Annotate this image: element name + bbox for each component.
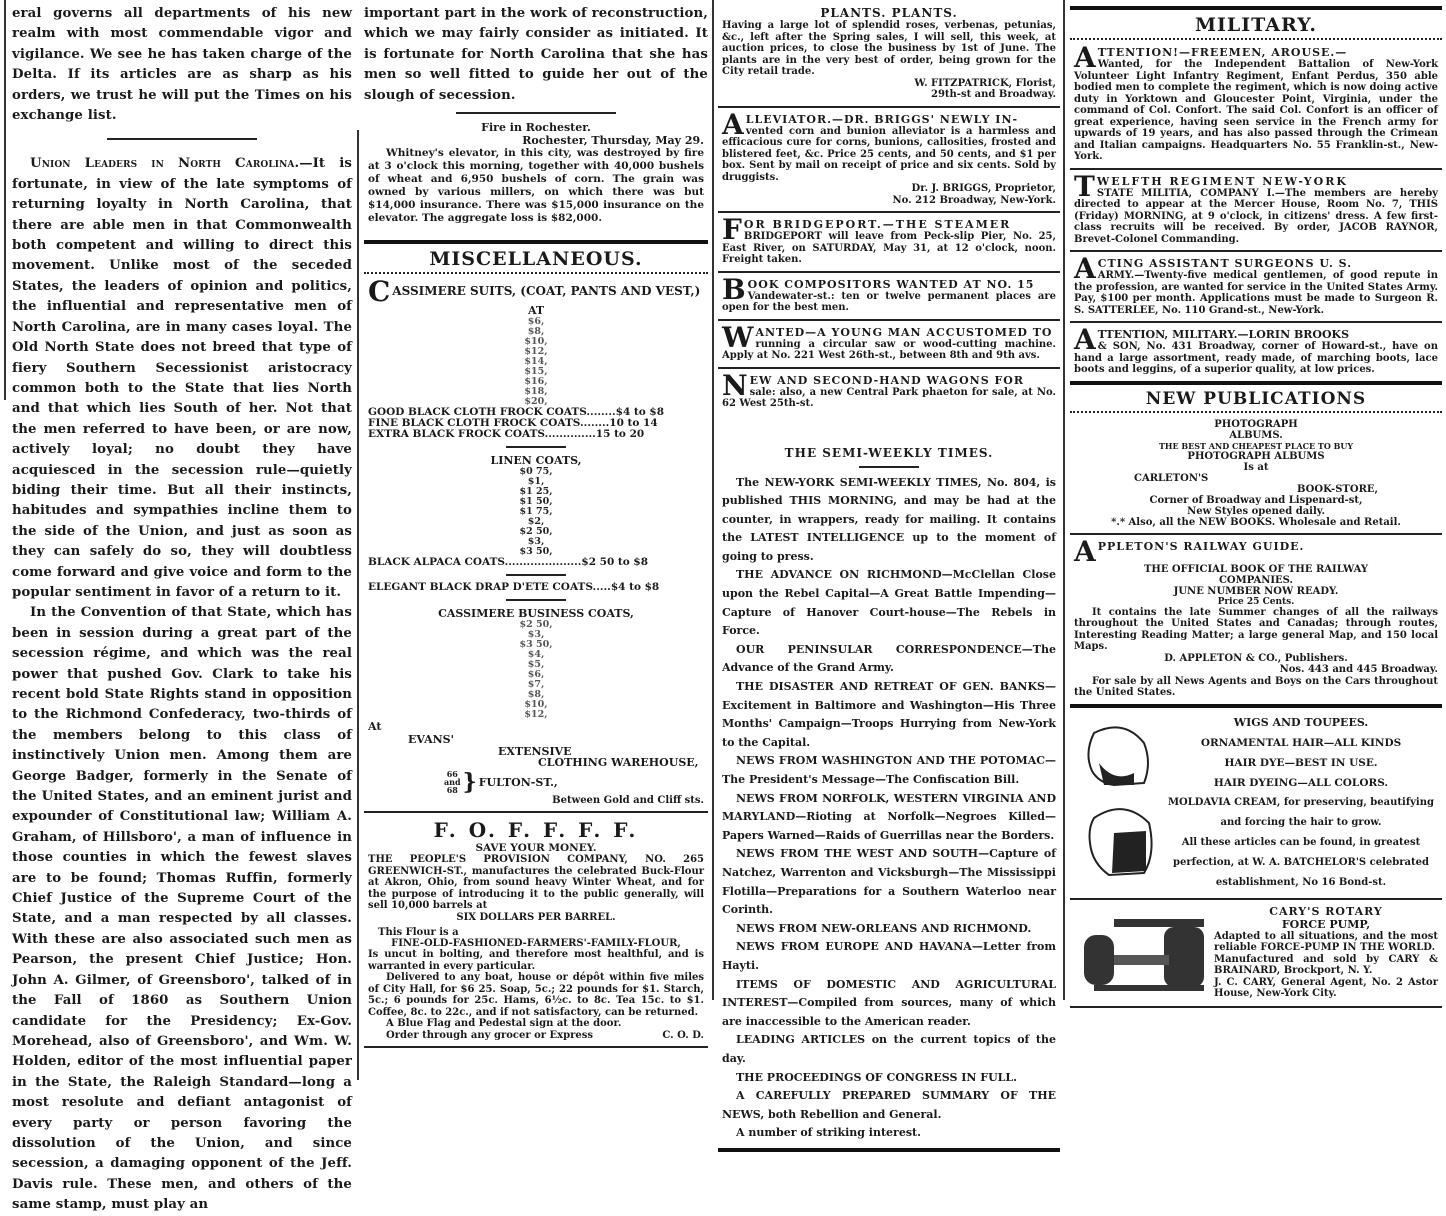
business-heading: CASSIMERE BUSINESS COATS, (438, 607, 634, 621)
separator (364, 240, 708, 244)
bridgeport-ad: F OR BRIDGEPORT.—THE STEAMER BRIDGEPORT will leave from Peck-slip Pier, No. 25, East River, on SATURDAY, May 31, at 12 o'clock, noon. Freight taken. (722, 217, 1056, 265)
column-1 (12, 0, 352, 1216)
article-paragraph: In the Convention of that State, which has been in session during a great part of the secession régime, and which was the real power that pushed Gov. Clark to take his recent bold State Rights stand in opposition to the Richmond Confederacy, two-thirds of the members belong to this class of instinctively Union men. Among them are George Badger, formerly in the Senate of the United States, and an eminent jurist and expounder of Constitutional law; William A. Graham, of Hillsboro', a man of influence in those counties in which the fewest slaves are to be found; Thomas Ruffin, formerly Chief Justice of the Supreme Court of the State, and a man respected by all classes. With these are also associated such men as Pearson, the present Chief Justice; Hon. John A. Gilmer, of Greensboro', talked of in the Fall of 1860 as Southern Union candidate for the Presidency; Ex-Gov. Morehead, also of Greensboro', and Wm. W. Holden, editor of the most influential paper in the State, the Raleigh Standard—long a most resolute and defiant antagonist of every party or person favoring the dissolution of the Union, and since secession, a damaging opponent of the Jeff. Davis rule. These men, and others of the same stamp, must play an (12, 605, 352, 1213)
fire-dateline: Rochester, Thursday, May 29. (522, 134, 704, 148)
linen-prices: $0 75, $1, $1 25, $1 50, $1 75, $2, $2 50, $3, $3 50, (519, 466, 553, 558)
at-label: At (368, 720, 382, 734)
separator (364, 811, 708, 813)
frock-line: GOOD BLACK CLOTH FROCK COATS........$4 to $8 (368, 406, 665, 419)
flour-body: Is uncut in bolting, and therefore most healthful, and is warranted in every particular. (368, 949, 704, 972)
separator (456, 112, 616, 114)
pump-machine-icon (1074, 905, 1214, 1001)
article-union-leaders (12, 154, 352, 603)
carleton-ad: PHOTOGRAPH ALBUMS. THE BEST AND CHEAPEST PLACE TO BUY PHOTOGRAPH ALBUMS Is at CARLETON'S BOOK-STORE, Corner of Broadway and Lispenard-st, New Styles opened daily. *.* Also, all the NEW BOOKS. Wholesale and Retail. (1111, 418, 1401, 528)
semiweekly-title: THE SEMI-WEEKLY TIMES. (784, 445, 994, 460)
alpaca-line: BLACK ALPACA COATS.....................$2 50 to $8 (368, 556, 649, 569)
force-pump-ad: CARY'S ROTARY FORCE PUMP, Adapted to all situations, and the most reliable FORCE-PUMP IN THE WORLD. Manufactured and sold by CARY & BRAINARD, Brockport, N. Y. J. C. CARY, General Agent, No. 2 Astor House, New-York City. (1070, 904, 1442, 1002)
column-3 (718, 0, 1060, 1156)
at-label: AT (527, 304, 545, 318)
ad-headline: ASSIMERE SUITS, (COAT, PANTS AND VEST,) (392, 284, 701, 299)
separator (1070, 381, 1442, 385)
separator (1070, 168, 1442, 170)
separator (364, 272, 708, 277)
separator (718, 319, 1060, 321)
separator (107, 138, 257, 140)
fire-body: Whitney's elevator, in this city, was destroyed by fire at 3 o'clock this morning, together with 40,000 bushels of wheat and 6,950 bushels of corn. The grain was owned by various millers, on which there was but $14,000 insurance. There was $15,000 insurance on the elevator. The aggregate loss is $82,000. (368, 147, 704, 225)
separator (718, 106, 1060, 108)
flour-body: Order through any grocer or Express C. O. D. (386, 1029, 704, 1041)
semi-weekly-times: THE SEMI-WEEKLY TIMES. The NEW-YORK SEMI-WEEKLY TIMES, No. 804, is published THIS MORNING, and may be had at the counter, in wrappers, ready for mailing. It contains the LATEST INTELLIGENCE up to the moment of going to press. THE ADVANCE ON RICHMOND—McClellan Close upon the Rebel Capital—A Great Battle Impending—Capture of Hanover Court-house—The Rebels in Force. OUR PENINSULAR CORRESPONDENCE—The Advance of the Grand Army. THE DISASTER AND RETREAT OF GEN. BANKS—Excitement in Baltimore and Washington—His Three Months' Campaign—Troops Hurrying from New-York to the Capital. NEWS FROM WASHINGTON AND THE POTOMAC—The President's Message—The Confiscation Bill. NEWS FROM NORFOLK, WESTERN VIRGINIA AND MARYLAND—Rioting at Norfolk—Negroes Killed—Papers Warned—Raids of Guerrillas near the Borders. NEWS FROM THE WEST AND SOUTH—Capture of Natchez, Warrenton and Vicksburgh—The Mississippi Flotilla—Preparations for a Southern Waterloo near Corinth. NEWS FROM NEW-ORLEANS AND RICHMOND. NEWS FROM EUROPE AND HAVANA—Letter from Hayti. ITEMS OF DOMESTIC AND AGRICULTURAL INTEREST—Compiled from sources, many of which are inaccessible to the American reader. LEADING ARTICLES on the current topics of the day. THE PROCEEDINGS OF CONGRESS IN FULL. A CAREFULLY PREPARED SUMMARY OF THE NEWS, both Rebellion and General. A number of striking interest. (722, 445, 1056, 1140)
wig-heads-icon (1074, 713, 1164, 883)
wagons-ad: N EW AND SECOND-HAND WAGONS FOR sale: also, a new Central Park phaeton for sale, at No. 62 West 25th-st. (722, 372, 1056, 409)
separator (718, 271, 1060, 273)
flour-this: This Flour is a (378, 926, 459, 938)
separator (1070, 533, 1442, 535)
column-rule (357, 130, 359, 1080)
separator (364, 1046, 708, 1048)
drap-line: ELEGANT BLACK DRAP D'ETE COATS.....$4 to $8 (368, 581, 660, 594)
attention-military-ad: A TTENTION, MILITARY.—LORIN BROOKS & SON, No. 431 Broadway, corner of Howard-st., have on hand a large assortment, ready made, of marching boots, lace boots and leggins, of a superior quality, at low prices. (1074, 327, 1438, 375)
head-profile-illustration (1074, 713, 1164, 883)
separator (1070, 704, 1442, 708)
linen-heading: LINEN COATS, (490, 454, 582, 468)
flour-ad (364, 817, 708, 1042)
flour-fine: FINE-OLD-FASHIONED-FARMERS'-FAMILY-FLOUR, (391, 938, 681, 950)
separator (506, 574, 566, 576)
wigs-ad: WIGS AND TOUPEES. ORNAMENTAL HAIR—ALL KINDS HAIR DYE—BEST IN USE. HAIR DYEING—ALL COLORS. MOLDAVIA CREAM, for preserving, beautifying and forcing the hair to grow. All these articles can be found, in greatest perfection, at W. A. BATCHELOR'S celebrated establishment, No 16 Bond-st. (1070, 712, 1442, 894)
surgeons-ad: A CTING ASSISTANT SURGEONS U. S. ARMY.—Twenty-five medical gentlemen, of good repute in the profession, are wanted for service in the United States Army. Pay, $100 per month. Applications must be made to Surgeon R. S. SATTERLEE, No. 110 Grand-st., New-York. (1074, 256, 1438, 316)
separator (859, 466, 919, 468)
wanted-ad: W ANTED—A YOUNG MAN ACCUSTOMED TO running a circular saw or wood-cutting machine. Apply at No. 221 West 26th-st., between 8th and 9th avs. (722, 324, 1056, 361)
separator (1070, 250, 1442, 252)
twelfth-regiment-ad: T WELFTH REGIMENT NEW-YORK STATE MILITIA, COMPANY I.—The members are hereby directed to appear at the Mercer House, Room No. 7, THIS (Friday) MORNING, at 9 o'clock, in citizens' dress. A few first-class recruits will be received. By order, JACOB RAYNOR, Brevet-Colonel Commanding. (1074, 173, 1438, 245)
store-name: EVANS' (408, 733, 454, 747)
column-rule (4, 0, 6, 400)
separator (1070, 1006, 1442, 1008)
column-4 (1070, 0, 1442, 1012)
plants-ad (718, 0, 1060, 102)
new-publications-header: NEW PUBLICATIONS (1145, 388, 1367, 409)
attention-freemen-ad: A TTENTION!—FREEMEN, AROUSE.— Wanted, for the Independent Battalion of New-York Volunteer Light Infantry Regiment, Enfant Perdus, 350 able bodied men to complete the regiment, which is now doing active duty in Yorktown and Gloucester Point, Virginia, under the command of Col. Confort. The said Col. Confort is an officer of great experience, having seen service in the French army for upwards of 19 years, and has also passed through the Crimean and Italian campaigns. Headquarters No. 55 Franklin-st., New-York. (1074, 45, 1438, 162)
military-header: MILITARY. (1195, 14, 1317, 36)
continuation-text: important part in the work of reconstruction, which we may fairly consider as initiated. It is fortunate for North Carolina that she has men so well fitted to guide her out of the slough of secession. (364, 6, 708, 103)
frock-line: EXTRA BLACK FROCK COATS..............15 to 20 (368, 428, 645, 441)
flour-body: THE PEOPLE'S PROVISION COMPANY, NO. 265 GREENWICH-ST., manufactures the celebrated Buck-Flour at Akron, Ohio, from sound heavy Winter Wheat, and for the purpose of introducing it to the public generally, will sell 10,000 barrels at (368, 854, 704, 912)
store-between: Between Gold and Cliff sts. (552, 795, 704, 807)
evans-clothing-ad (364, 279, 708, 807)
plants-body: Having a large lot of splendid roses, verbenas, petunias, &c., left after the Spring sales, I will sell, this week, at auction prices, to close the business by 1st of June. The plants are in the very best of order, being grown for the City retail trade. (722, 20, 1056, 77)
compositors-ad: B OOK COMPOSITORS WANTED AT NO. 15 Vandewater-st.: ten or twelve permanent places are open for the best men. (722, 276, 1056, 313)
appleton-ad: A PPLETON'S RAILWAY GUIDE. THE OFFICIAL BOOK OF THE RAILWAY COMPANIES. JUNE NUMBER NOW READY. Price 25 Cents. It contains the late Summer changes of all the railways throughout the United States and Canadas; through routes, Interesting Reading Matter; a large general Map, and 150 local Maps. D. APPLETON & CO., Publishers. Nos. 443 and 445 Broadway. For sale by all News Agents and Boys on the Cars throughout the United States. (1074, 538, 1438, 698)
brace-icon: } (462, 769, 477, 796)
separator (1070, 411, 1442, 416)
separator (1070, 38, 1442, 43)
store-extensive: EXTENSIVE (498, 745, 572, 759)
plants-signature: W. FITZPATRICK, Florist, (914, 77, 1056, 89)
article-heading: Union Leaders in North Carolina. (30, 156, 300, 172)
fire-in-rochester (364, 120, 708, 226)
column-rule (1063, 0, 1065, 1000)
separator (1070, 6, 1442, 10)
fire-title: Fire in Rochester. (481, 121, 591, 135)
misc-header: MISCELLANEOUS. (429, 248, 643, 271)
store-warehouse: CLOTHING WAREHOUSE, (538, 756, 699, 770)
article-paragraph: —It is fortunate, in view of the late symptoms of returning loyalty in North Carolina, that there are able men in that Commonwealth both competent and willing to direct this movement. Unlike most of the seceded States, the leaders of opinion and politics, the influential and representative men of North Carolina, are in many cases loyal. The Old North State does not breed that type of fiery Southern Secessionist aristocracy common both to the State that lies North and that which lies South of her. Not that the men referred to have been, or are now, actively loyal; no doubt they have acquiesced in the secession rule—quietly biding their time. But all their instincts, habitudes and sympathies incline them to the side of the Union, and just as soon as they can safely do so, they will doubtless come forward and give voice and form to the popular sentiment in favor of a return to it. (12, 156, 352, 600)
plants-address: 29th-st and Broadway. (930, 89, 1056, 100)
flour-body: Delivered to any boat, house or dépôt within five miles of City Hall, for $6 25. Soap, 5c.; 22 pounds for $1. Starch, 5c.; 6 pounds for 25c. Hams, 6½c. to 8c. Tea 15c. to $1. Coffee, 8c. to 22c., and if not satisfactory, can be returned. (368, 972, 704, 1018)
store-address: 66 and 68 } FULTON-ST., (444, 769, 558, 796)
column-2 (364, 0, 708, 1052)
separator (718, 211, 1060, 213)
separator (1070, 898, 1442, 900)
plants-title: PLANTS. PLANTS. (820, 6, 958, 20)
alleviator-ad: A LLEVIATOR.—DR. BRIGGS' NEWLY IN- vented corn and bunion alleviator is a harmless and efficacious cure for corns, bunions, callosities, frosted and blistered feet, &c. Price 25 cents, and 50 cents, and $1 per box. Sent by mail on receipt of price and six cents. Sold by druggists. Dr. J. BRIGGS, Proprietor, No. 212 Broadway, New-York. (722, 111, 1056, 206)
drop-cap: C (368, 280, 391, 305)
suit-prices: $6, $8, $10, $12, $14, $15, $16, $18, $20, (524, 316, 548, 408)
business-prices: $2 50, $3, $3 50, $4, $5, $6, $7, $8, $10, $12, (519, 619, 553, 721)
flour-title: F. O. F. F. F. F. (433, 818, 639, 843)
flour-price: SIX DOLLARS PER BARREL. (456, 911, 616, 923)
separator (718, 367, 1060, 369)
separator (1070, 321, 1442, 323)
continuation-text: eral governs all departments of his new realm with most commendable vigor and vigilance. We see he has taken charge of the Delta. If its articles are as sharp as his orders, we trust he will put the Times on his exchange list. (12, 6, 352, 124)
frock-line: FINE BLACK CLOTH FROCK COATS........10 to 14 (368, 417, 658, 430)
column-rule (712, 0, 714, 1000)
separator (506, 446, 566, 448)
force-pump-illustration (1074, 905, 1214, 1001)
flour-body: A Blue Flag and Pedestal sign at the door. (386, 1018, 622, 1030)
separator (506, 599, 566, 601)
separator (718, 1148, 1060, 1152)
flour-save: SAVE YOUR MONEY. (475, 842, 597, 855)
